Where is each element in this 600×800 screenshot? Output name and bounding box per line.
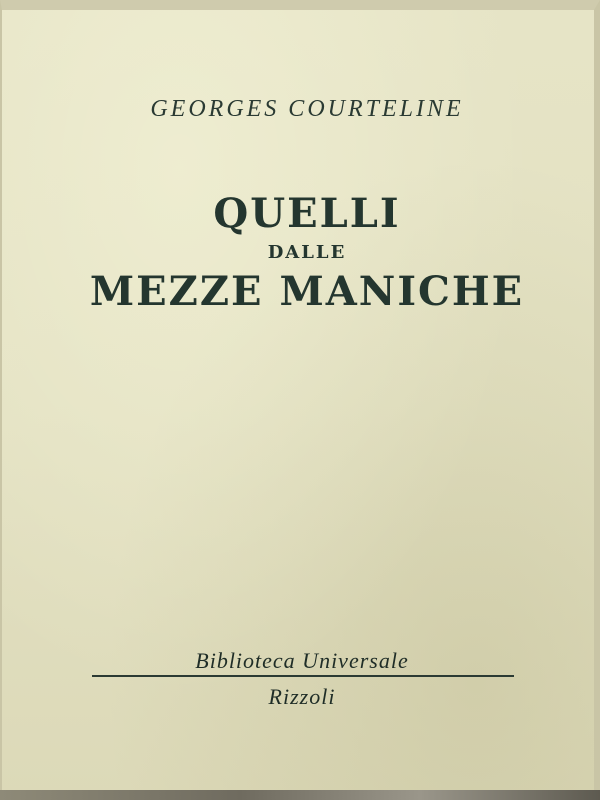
divider-rule xyxy=(92,675,514,677)
page-bottom-edge xyxy=(0,790,600,800)
publisher-name: Rizzoli xyxy=(268,684,336,709)
author-name: GEORGES COURTELINE xyxy=(150,96,464,122)
title-line-3: MEZZE MANICHE xyxy=(89,268,525,315)
title-line-2: DALLE xyxy=(267,242,347,263)
series-name: Biblioteca Universale xyxy=(195,648,409,673)
title-line-1: QUELLI xyxy=(213,190,401,237)
